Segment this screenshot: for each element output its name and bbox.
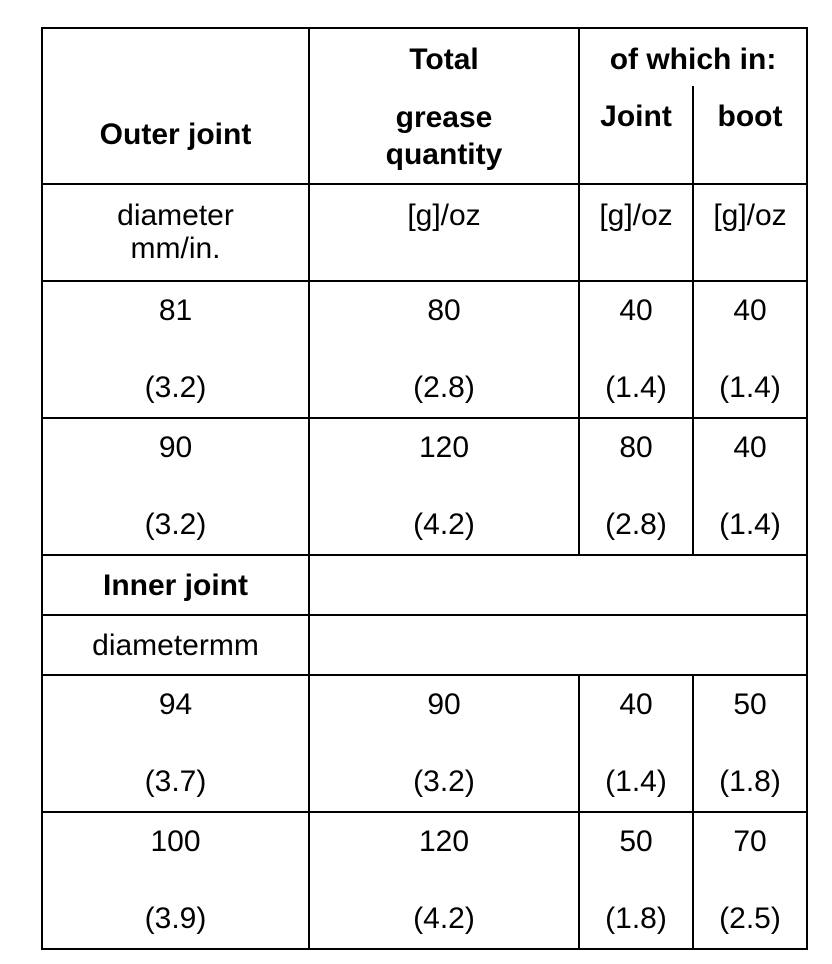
inner-joint-title-cell: [42, 555, 309, 615]
boot-cell: [693, 812, 807, 949]
joint-cell: [579, 812, 693, 949]
table-row: [42, 675, 807, 812]
inner-joint-empty-cell: [309, 555, 807, 615]
diameter-in-value: (3.2): [144, 371, 207, 404]
total-cell: [309, 281, 579, 418]
diameter-unit-line2: mm/in.: [130, 232, 221, 265]
joint-value: 80: [619, 431, 653, 464]
total-oz-value: (4.2): [413, 902, 475, 935]
table-row: [42, 812, 807, 949]
boot-cell: [693, 675, 807, 812]
boot-oz-value: (2.5): [719, 902, 781, 935]
inner-diameter-label-cell: [42, 615, 309, 675]
total-oz-value: (4.2): [413, 508, 475, 541]
boot-unit-cell: [693, 184, 807, 281]
total-cell: [309, 812, 579, 949]
boot-header: [693, 86, 807, 184]
quantity-label: quantity: [385, 138, 503, 171]
total-cell: [309, 418, 579, 555]
total-oz-value: (2.8): [413, 371, 475, 404]
total-unit: [g]/oz: [407, 199, 481, 232]
table-row: [42, 418, 807, 555]
joint-oz-value: (1.4): [605, 765, 667, 798]
total-value: 120: [418, 431, 470, 464]
total-unit-cell: [309, 184, 579, 281]
boot-unit: [g]/oz: [713, 199, 787, 232]
diameter-in-value: (3.2): [144, 508, 207, 541]
joint-value: 40: [619, 688, 653, 721]
diameter-cell: [42, 281, 309, 418]
joint-value: 50: [619, 825, 653, 858]
diameter-value: 94: [158, 688, 193, 721]
grease-quantity-table: [41, 27, 808, 950]
diameter-in-value: (3.9): [144, 902, 207, 935]
diameter-unit-cell: [42, 184, 309, 281]
diameter-in-value: (3.7): [144, 765, 207, 798]
total-value: 120: [418, 825, 470, 858]
diameter-cell: [42, 418, 309, 555]
joint-label: Joint: [600, 100, 672, 133]
boot-oz-value: (1.8): [719, 765, 781, 798]
boot-oz-value: (1.4): [719, 508, 781, 541]
inner-diameter-label: diametermm: [92, 629, 259, 662]
joint-oz-value: (1.8): [605, 902, 667, 935]
boot-oz-value: (1.4): [719, 371, 781, 404]
joint-oz-value: (1.4): [605, 371, 667, 404]
outer-joint-label: Outer joint: [99, 117, 252, 151]
boot-value: 50: [733, 688, 767, 721]
joint-cell: [579, 675, 693, 812]
total-value: 90: [427, 688, 461, 721]
joint-value: 40: [619, 294, 653, 327]
joint-header: [579, 86, 693, 184]
total-grease-header: [309, 28, 579, 184]
boot-value: 40: [733, 431, 767, 464]
joint-cell: [579, 418, 693, 555]
of-which-in-label: of which in:: [609, 43, 777, 76]
boot-cell: [693, 418, 807, 555]
boot-value: 70: [733, 825, 767, 858]
table-row: [42, 281, 807, 418]
diameter-value: 90: [158, 431, 193, 464]
inner-joint-title: Inner joint: [103, 569, 248, 602]
diameter-value: 81: [158, 294, 193, 327]
joint-unit: [g]/oz: [599, 199, 673, 232]
diameter-value: 100: [150, 825, 201, 858]
total-oz-value: (3.2): [413, 765, 475, 798]
total-cell: [309, 675, 579, 812]
boot-value: 40: [733, 294, 767, 327]
boot-cell: [693, 281, 807, 418]
outer-joint-header: [42, 28, 309, 184]
inner-diameter-empty-cell: [309, 615, 807, 675]
boot-label: boot: [717, 100, 783, 133]
diameter-unit-line1: diameter: [117, 199, 234, 232]
diameter-cell: [42, 675, 309, 812]
total-label: Total: [409, 43, 479, 76]
joint-cell: [579, 281, 693, 418]
diameter-cell: [42, 812, 309, 949]
joint-unit-cell: [579, 184, 693, 281]
joint-oz-value: (2.8): [605, 508, 667, 541]
grease-label: grease: [395, 101, 493, 134]
of-which-in-header: [579, 28, 807, 86]
total-value: 80: [427, 294, 461, 327]
